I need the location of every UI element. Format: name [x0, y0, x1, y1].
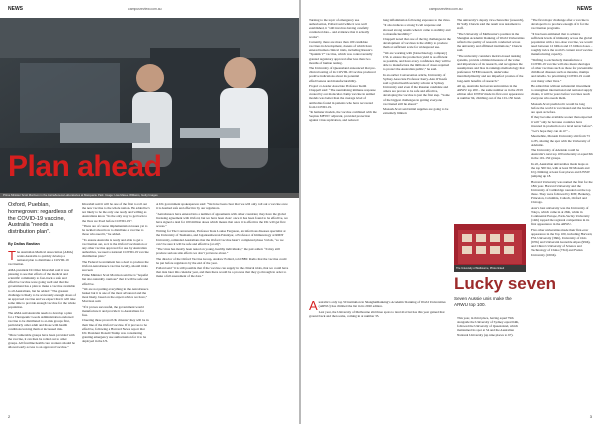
- right-column-2b: [457, 18, 525, 218]
- inset-photo: [454, 224, 526, 272]
- left-column-2: [82, 202, 150, 410]
- paragraph: The AMA said Australia needs to develop a plan for a Therapeutic Goods Administration endorsed vaccine to be distributed to at-risk groups first, particularly older adult and those with health conditions leaving them at increased risk.: [8, 310, 74, 332]
- paragraph: “To ensure Australia is ready and able to get a vaccination out, as it is the Oxford vaccination or any other vaccine approved for use by Australian authorities, we need a national COVID-19 vaccine distribution plan.”: [82, 237, 149, 259]
- paragraph: In an earlier Conversation article, University of Sydney Associate Professor Kerry-Ann O’Keefe said a global health security scholar at Sydney University said even if the Russian candidate and others are proven to be safe and effective, developing the vaccine is just the first step. “Some of the biggest challenges in getting everyone vaccinated still lie ahead.”: [383, 72, 450, 106]
- left-column-3: [156, 202, 290, 410]
- paragraph: If they become available sooner than expected it will “only be because countries have invested in production at a level never before”.: [531, 115, 593, 128]
- paragraph: “If it proves successful, the government would manufacture it and provide it to Australians for free.: [82, 304, 144, 318]
- paragraph: “Let’s hope they can do it!” –: [531, 129, 570, 134]
- paragraph: “The virus has mostly been tested on young, healthy individuals,” the pair added. “It may still produce serious side effects we don’t yet know about.”: [156, 247, 280, 256]
- lucky-seven-body: [309, 300, 449, 410]
- right-column-2c: [457, 316, 525, 410]
- drop-cap: A: [309, 300, 318, 313]
- paragraph: “We are not putting everything in the AstraZeneca basket but it is one of the most advanced and the most likely, based on the expert advice we have,” Morrison said.: [82, 286, 149, 304]
- paragraph: Cheering three proved UK citizens’ they will be in their line of the Oxford vaccine. If it proves to be effective, following a Harvard News report that UK President Donald Trump was considering granting emergency use authorisation for it to be deployed in the US.: [82, 318, 149, 344]
- headline: Plan ahead: [8, 150, 162, 183]
- paragraph: A UK government spokesperson said: “We have been clear that we will only roll out a vaccine once it is deemed safe and effective by our regulators.: [156, 202, 288, 211]
- right-page: [301, 0, 600, 424]
- paragraph: Last year, the University of Melbourne slid three spots to land 41st but has this year gained that ground back and then some, coming in at number 35.: [309, 309, 445, 318]
- paragraph: In all, Australian universities made leaps as the top 500 list, with at least 99 Monash and UQ climbing at least four places and UNSW jumping up 18.: [531, 161, 590, 179]
- page-number: 3: [589, 414, 592, 419]
- paragraph: Project co-leader Associate Professor Keith Chappell said: “The neutralising immune response created by our molecular clamp vaccine in animal models was better than the average level of antibodies found in patients who have recovered from COVID-19.: [309, 83, 376, 109]
- right-column-3: [531, 18, 593, 410]
- paragraph: The University of Queensland announced that pre-clinical testing of its COVID-19 vaccine produced positive indications about its potential effectiveness and manufacturability.: [309, 66, 376, 83]
- paragraph: Asia’s best university was the University of Tokyo, which came in at 26th, while in Continental Europe, Paris-Saclay University (14th) topped the regional competition in its first appearance in the ARWU.: [531, 205, 590, 227]
- paragraph: “AstraZeneca have entered into a number of agreements with other countries; they have the global licensing agreement with Oxford, but we have been clear: once it has been found to be effective, we have signed a deal for 100 million doses which means that once it is effective the UK will get first access.”: [156, 211, 288, 228]
- inset-caption: Seven Aussie unis make the ARWU top 100.: [454, 296, 512, 307]
- paragraph: Five other universities made their first-ever appearance in the Top 100, including Harvard, PSL University (36th), University of Oslo (67th) and Université Grenoble Alpes (99th), and China’s University of Science and Technology of China (73rd) and Fudan University (100th).: [531, 227, 593, 257]
- paragraph: lung inflammation following exposure to the virus.: [383, 18, 451, 22]
- paragraph: Australia’s only top 50 institution in ShanghaiRanking’s Academic Ranking of World Universities (ARWU) has climbed the list in its 2020 edition.: [309, 300, 446, 313]
- photo-caption: Prime Minister Scott Morrison in the AstraZeneca Laboratories at Macquarie Park. Image: Lisa Maree Williams, Getty Images: [0, 193, 299, 198]
- inset-photo-credit: The University of Melbourne, Photo linked: [456, 267, 505, 270]
- paragraph: Currently, there are more than 100 candidate vaccines in development, dozens of which have entered human clinical trials, including Russia’s “Sputnik V” vaccine, which was controversially granted regulatory approval after less than two months of human testing.: [309, 39, 373, 65]
- standfirst: Oxford, Pueblan, homegrown: regardless of the COVID-19 vaccine, Australia “needs a distribution plan”.: [8, 202, 73, 236]
- paragraph: Meanwhile, Monash University slid from 73 to 85, sharing the spot with the University of Adelaide.: [531, 134, 591, 147]
- paragraph: “The university considers metrics-based ranking systems, provide a limited measure of the value and importance of its research, and recognises the assumptions and bias in rankings methodology that preference STEM research, undervalue interdisciplinarity and are imperfect proxies of the long-term benefits of research.”: [457, 53, 525, 83]
- section-label: NEWS: [8, 6, 23, 12]
- paragraph: Prime Minister Scott Morrison said he is “hopeful but also naturally cautious” that it will be safe and effective.: [82, 273, 149, 286]
- university-building-illustration: [454, 224, 526, 272]
- paragraph: All up, Australia had seven universities in the ARWU top 200 – the same number as in the 2019 edition after UNSW made its first ever appearance at number 94, climbing out of the 101-150 band.: [457, 83, 524, 101]
- paragraph: “The University of Melbourne’s position in the Shanghai Academic Ranking of World Universities reflects the quality of research conducted across the university and affiliated institutions,” Chawla said.: [457, 31, 525, 53]
- paragraph: The Australian Medical Association (AMA) wants Australia to quickly develop a national plan to distribute a COVID-19 vaccination.: [8, 250, 73, 267]
- section-label: NEWS: [577, 6, 592, 12]
- paragraph: “We are working with [biotechnology company] CSL to ensure the production yield is as efficient as possible, and have every confidence they will be able to manufacture the millions of doses required to protect the Australian public,” he said.: [383, 50, 451, 72]
- right-column-1: [309, 18, 377, 214]
- site-url[interactable]: campusreview.com.au: [429, 7, 463, 11]
- paragraph: Chappell noted that one of the big challenges in the development of vaccines is the ability to produce them at sufficient scale for widespread use.: [383, 37, 451, 50]
- byline: By Dallas Bastian: [8, 242, 40, 246]
- paragraph: The director of the Oxford Vaccine Group, Andrew Pollard, told BBC Radio that the vaccine could be put before regulators by the end of the year.: [156, 256, 287, 265]
- paragraph: Khorshid said it will be one of the first to roll out the new vaccine to the whole nation. He added he’s not likely to be the only one ready and willing as Australians know “its the only way to get back to the lives we lived before COVID-19”.: [82, 202, 150, 223]
- paragraph: Pollard said “it is still possible that if the vaccine can supply in the clinical trials, that we could have that data later this calendar year, and then there would be a process that they go through in order to make a full assessment of the data.”: [156, 266, 289, 279]
- left-page: [0, 0, 299, 424]
- left-column-1: [8, 250, 76, 410]
- paragraph: The University of Adelaide could be Australia’s next top 100 university at equal 6th in the 101-150 groups.: [531, 148, 593, 161]
- paragraph: “There are of course implementation issues yet to be tackled about how to distribute a vaccine to those who need it,” he added.: [82, 223, 148, 237]
- paragraph: “Shifting to exclusively manufacture a COVID-19 vaccine will also mean shortages of other vaccines such as those for preventable childhood diseases such as measles, mumps and rubella. So prioritising COVID-19 could cost many other lives.”: [531, 57, 593, 83]
- paragraph: The university’s deputy vice-chancellor (research), Dr Sally Chawla said the result was testament to staff.: [457, 18, 525, 31]
- paragraph: “It also induces a strong T-cell response and showed strong results when it came to stability and to manufacturability.”: [383, 23, 451, 36]
- paragraph: This year, in third place, having equal 79th alongside the University of Sydney equal 64th, followed the University of Queensland, which maintained its spot at 54 and the Australian National University (up nine places to 67).: [457, 316, 519, 337]
- paragraph: Writing for The Conversation, Professor Kate Louise Ferguson, an infectious diseases specialist at the University of Tasmania, and Jagadeeshwaran Palaniyar, a Professor of Immunology at RMIT University, reminded Australians that the Oxford vaccine hasn’t completed phase 3 trials, “so we can’t be sure it will be safe and effective (at all)”.: [156, 229, 286, 246]
- paragraph: The Federal Government has a deal to produce the Oxford-AstraZeneca vaccine locally, should trials succeed.: [82, 259, 149, 272]
- paragraph: Turning to the topic of emergency use authorisation, Pollard said while it was well established, it “still involves having carefully conducted data... and evidence that it actually works”.: [309, 18, 370, 39]
- paragraph: He added that without substantial investment to strengthen international and national supply chains, it will be years before vaccines reach everyone who needs them.: [531, 83, 593, 101]
- drop-cap: T: [8, 250, 16, 263]
- page-number: 2: [8, 414, 11, 419]
- paragraph: Monash-Scott predicted it would be long before the world is vaccinated and the borders are open as before.: [531, 101, 592, 115]
- paragraph: “It has been estimated that to achieve sufficient levels of immunity across the global population with a two-dose vaccine, we would need between 12 billion and 15 billion doses – roughly twice the world’s current total vaccine manufacturing capacity.: [531, 31, 593, 57]
- paragraph: “In hamster models, the vaccine combined with the Seqirus MF59® adjuvant, provided protection against virus replication, and reduced: [309, 110, 377, 123]
- paragraph: Monash-Scott said initial supplies are going to be extremely limited.: [383, 107, 449, 116]
- paragraph: “The first major challenge after a vaccine is developed is to produce enough of it for the vaccination programs.: [531, 18, 589, 31]
- inset-headline: Lucky seven: [454, 274, 557, 293]
- paragraph: “More vulnerable groups have been provided with the vaccine, it can then be rolled out to other groups. All frontline health care workers should be allowed early access to an approved vaccine.”: [8, 332, 76, 349]
- paragraph: AMA president Dr Omar Khorshid said it was pleasing to see that efforts of the medical and scientific community to fast-track a safe and effective vaccine were going well and that the government has a plan to make a vaccine available to all Australians, but he added: “The greatest challenge is likely to be accurately enough doses of an approved vaccine and we expect that it will take some time to provide enough vaccine for the whole population.: [8, 267, 76, 310]
- site-url[interactable]: campusreview.com.au: [128, 7, 162, 11]
- paragraph: Harvard University was named the first for the 18th year. Harvard University and the University of Cambridge rounded out the top three. They were followed by MIT, Berkeley, Princeton, Columbia, Caltech, Oxford and Chicago.: [531, 179, 593, 205]
